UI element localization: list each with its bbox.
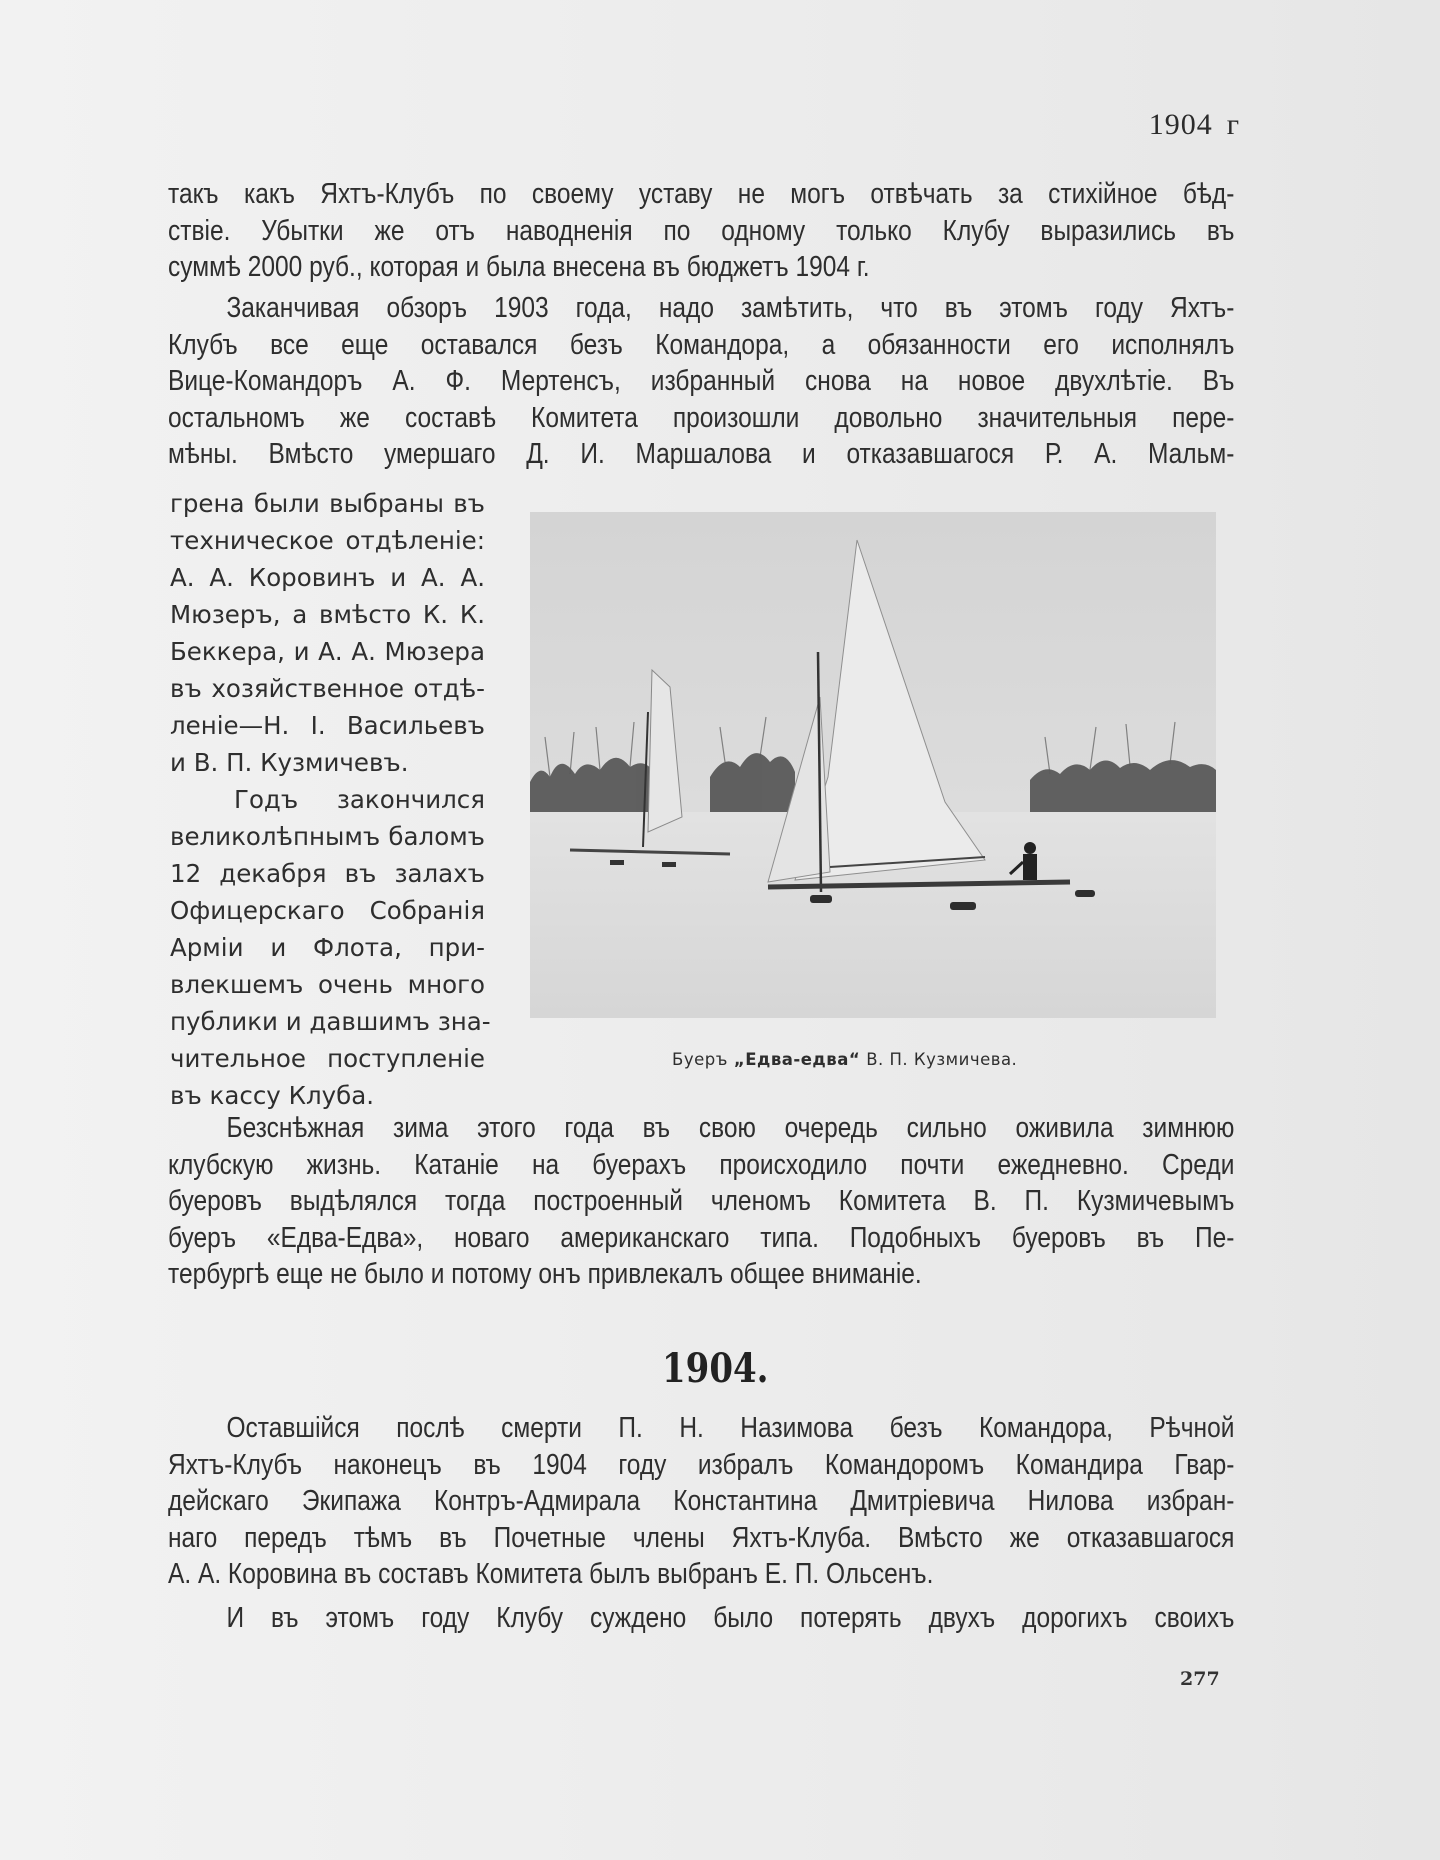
figure-caption — [672, 1050, 1017, 1069]
running-head-unit: г — [1226, 108, 1240, 141]
text-line: и В. П. Кузмичевъ. — [170, 748, 409, 777]
text-line: въ кассу Клуба. — [170, 1081, 375, 1110]
text-line: суммѣ 2000 руб., которая и была внесена въ бюджетъ 1904 г. — [168, 251, 870, 283]
text-line: Армiи и Флота, при- — [170, 933, 485, 962]
narrow-text-column — [170, 485, 491, 1114]
text-line: буеръ «Едва-Едва», новаго американскаго типа. Подобныхъ буеровъ въ Пе- — [168, 1221, 1235, 1254]
text-line: ствiе. Убытки же отъ наводненiя по одному только Клубу выразились въ — [168, 214, 1235, 247]
text-line: дейскаго Экипажа Контръ-Адмирала Константина Дмитрiевича Нилова избран- — [168, 1485, 1235, 1517]
page-number: 277 — [1180, 1668, 1220, 1690]
text-line: Яхтъ-Клубъ наконецъ въ 1904 году избралъ Командоромъ Командира Гвар- — [168, 1448, 1235, 1481]
text-line: ленiе—Н. I. Васильевъ — [170, 711, 485, 740]
running-head — [1149, 108, 1240, 142]
caption-owner: В. П. Кузмичева. — [866, 1050, 1018, 1069]
text-line: публики и давшимъ зна- — [170, 1007, 491, 1036]
text-line: мѣны. Вмѣсто умершаго Д. И. Маршалова и отказавшагося Р. А. Мальм- — [168, 438, 1235, 470]
running-head-year: 1904 — [1148, 108, 1213, 141]
text-line: А. А. Коровина въ составъ Комитета былъ выбранъ Е. П. Ольсенъ. — [168, 1558, 934, 1590]
paragraph-new-commodore — [168, 1410, 1234, 1593]
text-line: Мюзеръ, а вмѣсто К. К. — [170, 600, 485, 629]
text-line: буеровъ выдѣлялся тогда построенный членомъ Комитета В. П. Кузмичевымъ — [168, 1185, 1235, 1217]
text-line: чительное поступленiе — [170, 1044, 485, 1073]
text-line: И въ этомъ году Клубу суждено было потерять двухъ дорогихъ своихъ — [226, 1602, 1235, 1634]
paragraph-1903-review — [168, 290, 1234, 473]
text-line: Заканчивая обзоръ 1903 года, надо замѣтить, что въ этомъ году Яхтъ- — [226, 292, 1235, 324]
paragraph-flood-losses — [168, 176, 1234, 286]
paragraph-losses-1904 — [168, 1600, 1234, 1637]
text-line: 12 декабря въ залахъ — [170, 859, 485, 888]
text-line: Оставшiйся послѣ смерти П. Н. Назимова безъ Командора, Рѣчной — [226, 1412, 1235, 1444]
text-line: А. А. Коровинъ и А. А. — [170, 563, 485, 592]
section-heading-1904: 1904. — [662, 1345, 769, 1392]
text-line: наго передъ тѣмъ въ Почетные члены Яхтъ-Клуба. Вмѣсто же отказавшагося — [168, 1521, 1235, 1554]
text-line: влекшемъ очень много — [170, 970, 485, 999]
caption-boat-name: „Едва-едва“ — [733, 1050, 861, 1069]
text-line: Клубъ все еще оставался безъ Командора, а обязанности его исполнялъ — [168, 328, 1235, 361]
text-line: такъ какъ Яхтъ-Клубъ по своему уставу не могъ отвѣчать за стихiйное бѣд- — [168, 178, 1235, 210]
text-line: Беккера, и А. А. Мюзера — [170, 637, 485, 666]
text-line: Офицерскаго Собранiя — [170, 896, 485, 925]
text-line: Годъ закончился — [234, 785, 485, 814]
text-line: тербургѣ еще не было и потому онъ привлекалъ общее вниманiе. — [168, 1258, 922, 1290]
text-line: Вице-Командоръ А. Ф. Мертенсъ, избранный снова на новое двухлѣтiе. Въ — [168, 365, 1235, 397]
text-line: техническое отдѣленiе: — [170, 526, 485, 555]
text-line: Безснѣжная зима этого года въ свою очередь сильно оживила зимнюю — [226, 1112, 1235, 1144]
ice-yacht-photo — [530, 512, 1216, 1018]
paragraph-snowless-winter — [168, 1110, 1234, 1293]
text-line: великолѣпнымъ баломъ — [170, 822, 485, 851]
caption-prefix: Буеръ — [672, 1050, 728, 1069]
text-line: въ хозяйственное отдѣ- — [170, 674, 485, 703]
ice-yacht-illustration — [530, 512, 1216, 1018]
text-line: клубскую жизнь. Катанiе на буерахъ происходило почти ежедневно. Среди — [168, 1148, 1235, 1181]
text-line: остальномъ же составѣ Комитета произошли довольно значительныя пере- — [168, 401, 1235, 434]
text-line: грена были выбраны въ — [170, 489, 485, 518]
